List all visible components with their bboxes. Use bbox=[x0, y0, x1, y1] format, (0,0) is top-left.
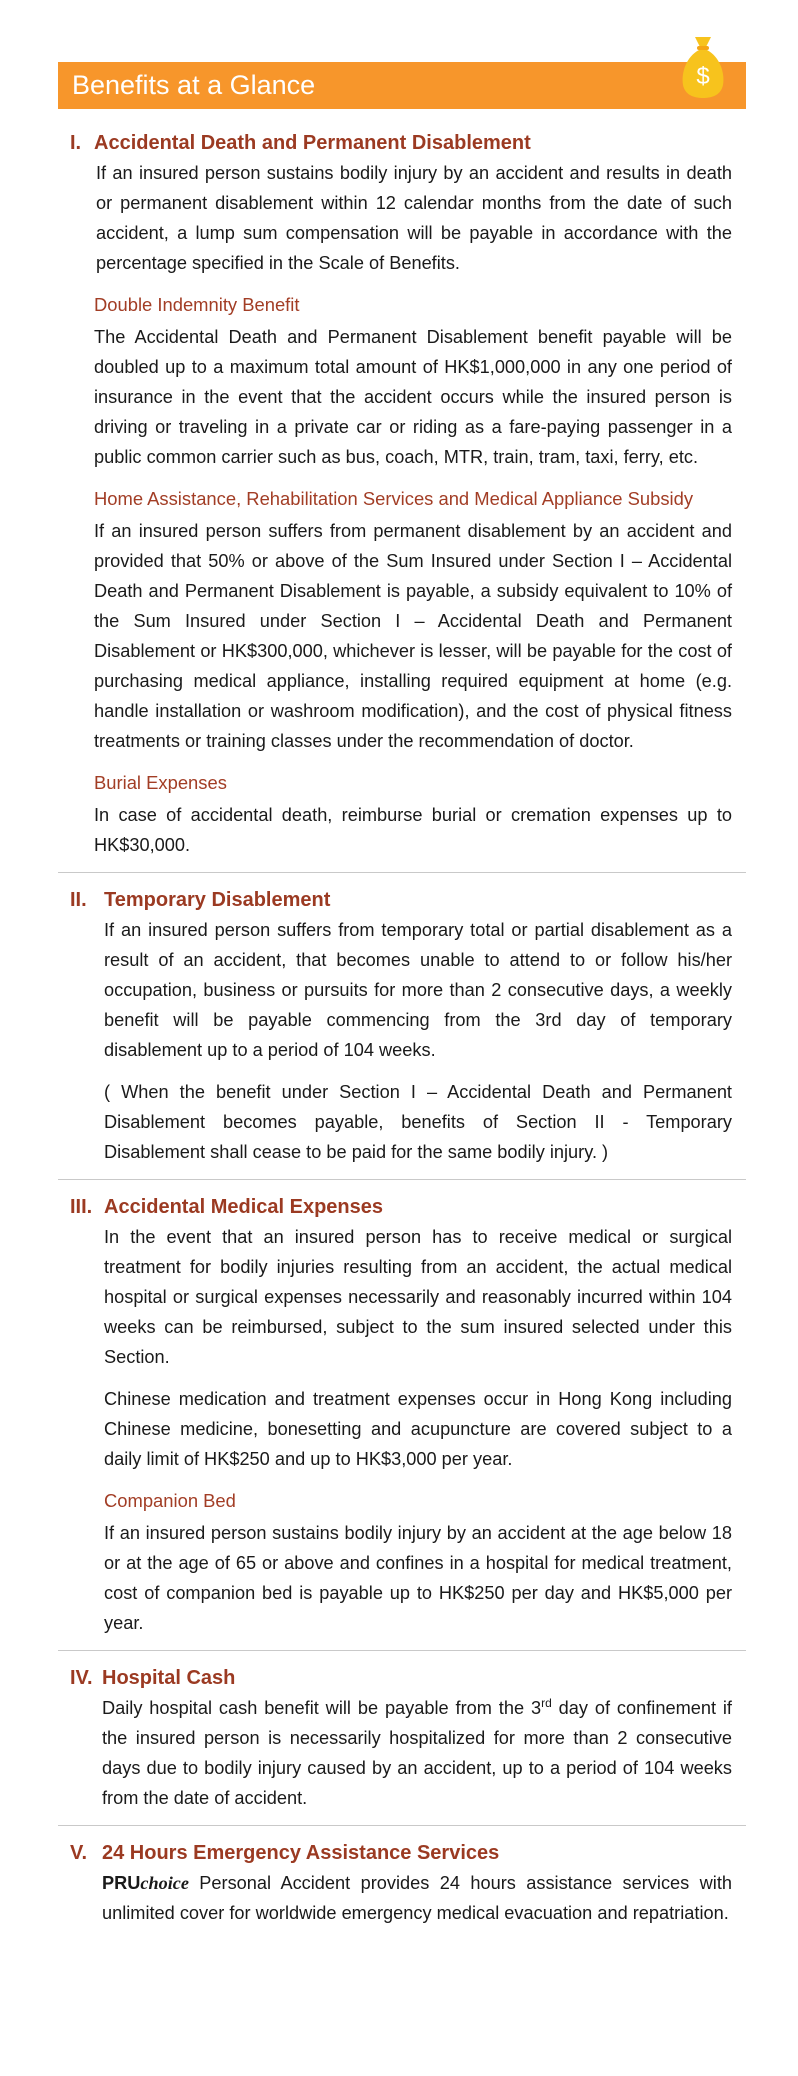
header-bar bbox=[58, 62, 746, 109]
section-title: Accidental Death and Permanent Disablement bbox=[94, 132, 531, 154]
brand-pru: PRU bbox=[102, 1873, 141, 1893]
section-heading bbox=[58, 885, 746, 915]
section-divider bbox=[58, 872, 746, 873]
emergency-text: Personal Accident provides 24 hours assistance services with unlimited cover for worldwide emergency medical evacuation and repatriation. bbox=[102, 1873, 732, 1923]
subsection-paragraph: In case of accidental death, reimburse burial or cremation expenses up to HK$30,000. bbox=[94, 805, 732, 855]
section-paragraph bbox=[102, 1868, 732, 1928]
section-emergency-assistance bbox=[58, 1838, 746, 1928]
section-paragraph: If an insured person suffers from temporary total or partial disablement as a result of an accident, that becomes unable to attend to or follow his/her occupation, business or pursuits for more than 2 consecutive days, a weekly benefit will be payable commencing from the 3rd day of temporary disablement up to a period of 104 weeks. bbox=[104, 920, 732, 1060]
section-title: 24 Hours Emergency Assistance Services bbox=[102, 1842, 500, 1864]
section-title: Temporary Disablement bbox=[104, 889, 331, 911]
section-number: II. bbox=[70, 889, 87, 911]
section-hospital-cash bbox=[58, 1663, 746, 1813]
money-bag-icon bbox=[678, 31, 728, 101]
ordinal-suffix: rd bbox=[541, 1695, 552, 1710]
section-divider bbox=[58, 1650, 746, 1651]
section-number: I. bbox=[70, 132, 82, 154]
section-body bbox=[58, 1222, 746, 1638]
section-title: Accidental Medical Expenses bbox=[104, 1196, 384, 1218]
section-body bbox=[58, 1693, 746, 1813]
page-title: Benefits at a Glance bbox=[72, 70, 316, 100]
subsection-title: Home Assistance, Rehabilitation Services and Medical Appliance Subsidy bbox=[94, 488, 694, 509]
section-number: IV. bbox=[70, 1667, 93, 1689]
subsection-title: Companion Bed bbox=[104, 1490, 236, 1511]
section-body bbox=[58, 1868, 746, 1928]
section-number: V. bbox=[70, 1842, 88, 1864]
section-paragraph: If an insured person sustains bodily injury by an accident and results in death or permanent disablement within 12 calendar months from the date of such accident, a lump sum compensation will be payable in accordance with the percentage specified in the Scale of Benefits. bbox=[96, 163, 732, 273]
subsection-paragraph: The Accidental Death and Permanent Disablement benefit payable will be doubled up to a maximum total amount of HK$1,000,000 in any one period of insurance in the event that the accident occurs while the insured person is driving or traveling in a private car or riding as a fare-paying passenger in a public common carrier such as bus, coach, MTR, train, tram, taxi, ferry, etc. bbox=[94, 327, 732, 467]
section-number: III. bbox=[70, 1196, 93, 1218]
section-heading bbox=[58, 1838, 746, 1868]
section-title: Hospital Cash bbox=[102, 1667, 236, 1689]
section-divider bbox=[58, 1825, 746, 1826]
hospital-cash-text-end: day of confinement if the insured person is necessarily hospitalized for more than 2 consecutive days due to bodily injury caused by an accident, up to a period of 104 weeks from the date of accident. bbox=[102, 1698, 732, 1808]
section-divider bbox=[58, 1179, 746, 1180]
benefits-content bbox=[58, 128, 746, 1934]
subsection-title: Double Indemnity Benefit bbox=[94, 294, 300, 315]
money-bag-top bbox=[695, 37, 711, 47]
section-heading bbox=[58, 1192, 746, 1222]
section-temporary-disablement bbox=[58, 885, 746, 1167]
subsection-paragraph: If an insured person sustains bodily injury by an accident at the age below 18 or at the age of 65 or above and confines in a hospital for medical treatment, cost of companion bed is payable up to HK$250 per day and HK$5,000 per year. bbox=[104, 1523, 732, 1633]
subsection-paragraph: If an insured person suffers from permanent disablement by an accident and provided that 50% or above of the Sum Insured under Section I – Accidental Death and Permanent Disablement is payable, a subsidy equivalent to 10% of the Sum Insured under Section I – Accidental Death and Permanent Disablement or HK$300,000, whichever is lesser, will be payable for the cost of purchasing medical appliance, installing required equipment at home (e.g. handle installation or washroom modification), and the cost of physical fitness treatments or training classes under the recommendation of doctor. bbox=[94, 521, 732, 751]
subsection-title: Burial Expenses bbox=[94, 772, 227, 793]
section-body bbox=[58, 158, 746, 860]
section-body bbox=[58, 915, 746, 1167]
section-accidental-medical bbox=[58, 1192, 746, 1638]
section-heading bbox=[58, 128, 746, 158]
section-paragraph bbox=[102, 1693, 732, 1813]
section-heading bbox=[58, 1663, 746, 1693]
money-bag-symbol: $ bbox=[696, 63, 710, 90]
brand-choice: choice bbox=[140, 1873, 189, 1893]
section-paragraph: Chinese medication and treatment expenses occur in Hong Kong including Chinese medicine, bonesetting and acupuncture are covered subject to a daily limit of HK$250 and up to HK$3,000 per year. bbox=[104, 1389, 732, 1469]
section-note: ( When the benefit under Section I – Accidental Death and Permanent Disablement becomes payable, benefits of Section II - Temporary Disablement shall cease to be paid for the same bodily injury. ) bbox=[104, 1082, 732, 1162]
section-paragraph: In the event that an insured person has to receive medical or surgical treatment for bodily injuries resulting from an accident, the actual medical hospital or surgical expenses necessarily and reasonably incurred within 104 weeks can be reimbursed, subject to the sum insured selected under this Section. bbox=[104, 1227, 732, 1367]
section-accidental-death bbox=[58, 128, 746, 860]
hospital-cash-text-start: Daily hospital cash benefit will be payable from the 3 bbox=[102, 1698, 542, 1718]
money-bag-tie bbox=[697, 46, 709, 50]
